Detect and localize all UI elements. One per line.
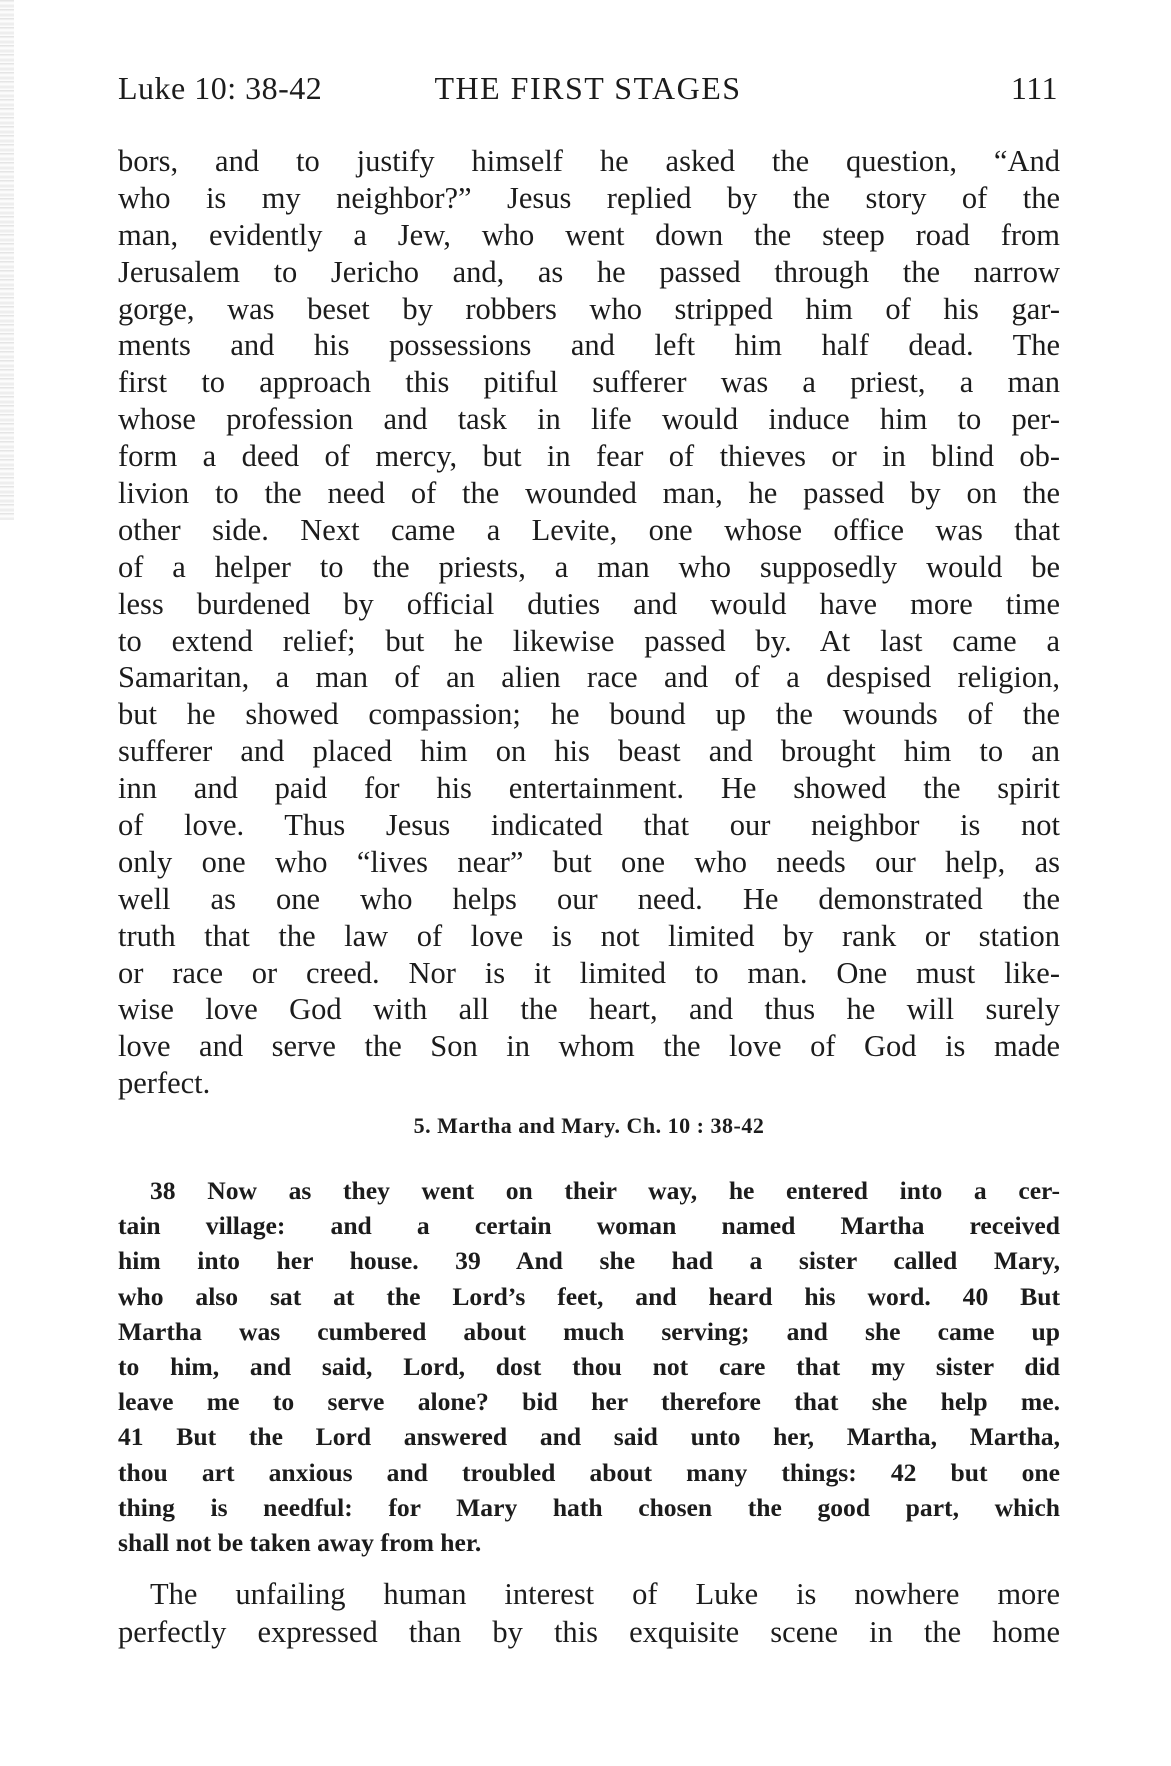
text-line: only one who “lives near” but one who needs our help, as [118,844,1060,879]
text-line: Samaritan, a man of an alien race and of a despised religion, [118,660,1060,695]
text-line: first to approach this pitiful sufferer was a priest, a man [118,365,1060,400]
running-title: THE FIRST STAGES [434,70,742,106]
scripture-line: who also sat at the Lord’s feet, and heard his word. 40 But [118,1281,1060,1311]
scripture-line: thing is needful: for Mary hath chosen the good part, which [118,1492,1060,1522]
scripture-line: thou art anxious and troubled about many things: 42 but one [118,1457,1060,1487]
text-line: sufferer and placed him on his beast and brought him to an [118,734,1060,769]
text-line: truth that the law of love is not limited by rank or station [118,918,1060,953]
text-line: or race or creed. Nor is it limited to man. One must like- [118,955,1060,990]
text-line: gorge, was beset by robbers who stripped him of his gar- [118,291,1060,326]
commentary-paragraph [118,143,1060,1102]
text-line: bors, and to justify himself he asked the question, “And [118,144,1060,178]
running-header [118,70,1058,120]
scripture-line: shall not be taken away from her. [118,1527,482,1557]
text-line: ments and his possessions and left him half dead. The [118,328,1060,363]
text-line: love and serve the Son in whom the love of God is made [118,1029,1060,1064]
text-line: man, evidently a Jew, who went down the steep road from [118,217,1060,252]
text-line: of a helper to the priests, a man who supposedly would be [118,549,1060,584]
text-line: less burdened by official duties and would have more time [118,586,1060,621]
scripture-line: to him, and said, Lord, dost thou not care that my sister did [118,1351,1060,1381]
scripture-line: 38 Now as they went on their way, he entered into a cer- [150,1176,1060,1205]
text-line: Jerusalem to Jericho and, as he passed through the narrow [118,254,1060,289]
text-line: perfectly expressed than by this exquisite scene in the home [118,1615,1060,1649]
text-line: of love. Thus Jesus indicated that our neighbor is not [118,808,1060,843]
text-line: livion to the need of the wounded man, he passed by on the [118,476,1060,511]
text-line: wise love God with all the heart, and thus he will surely [118,992,1060,1027]
text-line: well as one who helps our need. He demonstrated the [118,881,1060,916]
scripture-passage [118,1173,1060,1560]
text-line: whose profession and task in life would induce him to per- [118,402,1060,437]
page-scan-edge [0,0,14,520]
text-line: other side. Next came a Levite, one whose office was that [118,512,1060,547]
text-line: perfect. [118,1066,211,1101]
closing-paragraph [118,1575,1060,1651]
scripture-line: Martha was cumbered about much serving; and she came up [118,1316,1060,1346]
scripture-line: him into her house. 39 And she had a sister called Mary, [118,1246,1060,1276]
scripture-line: leave me to serve alone? bid her therefore that she help me. [118,1387,1060,1417]
text-line: who is my neighbor?” Jesus replied by the story of the [118,180,1060,215]
section-heading: 5. Martha and Mary. Ch. 10 : 38-42 [413,1113,765,1138]
text-line: The unfailing human interest of Luke is nowhere more [150,1577,1060,1611]
chapter-reference: Luke 10: 38-42 [118,70,323,106]
text-line: but he showed compassion; he bound up the wounds of the [118,697,1060,732]
scripture-line: 41 But the Lord answered and said unto her, Martha, Martha, [118,1422,1060,1452]
text-line: inn and paid for his entertainment. He showed the spirit [118,771,1060,806]
text-line: to extend relief; but he likewise passed by. At last came a [118,623,1060,658]
page-number: 111 [1010,70,1058,106]
text-line: form a deed of mercy, but in fear of thieves or in blind ob- [118,439,1060,474]
scripture-line: tain village: and a certain woman named Martha received [118,1211,1060,1241]
